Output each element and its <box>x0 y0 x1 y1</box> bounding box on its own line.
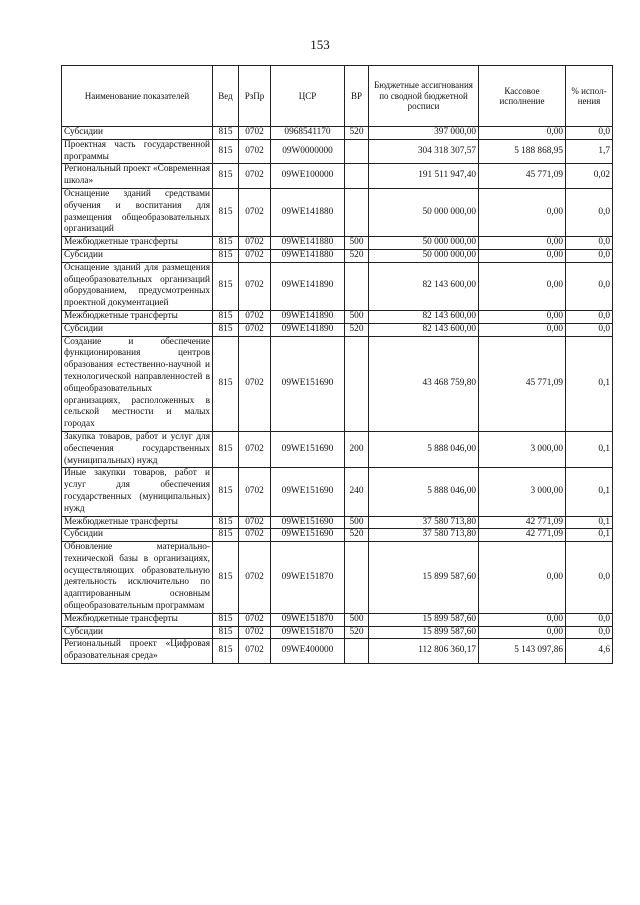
cell-budget: 5 888 046,00 <box>369 468 479 516</box>
cell-budget: 37 580 713,80 <box>369 516 479 529</box>
cell-rzpr: 0702 <box>239 626 271 639</box>
cell-pct: 0,0 <box>566 310 613 323</box>
cell-csr: 09WE151690 <box>271 336 345 431</box>
cell-name: Иные закупки товаров, работ и услуг для обеспечения государственных (муниципальных) нужд <box>62 468 213 516</box>
cell-ved: 815 <box>213 262 239 310</box>
cell-csr: 09WE100000 <box>271 164 345 189</box>
cell-rzpr: 0702 <box>239 188 271 236</box>
cell-vr: 500 <box>345 237 369 250</box>
cell-vr <box>345 336 369 431</box>
cell-rzpr: 0702 <box>239 127 271 140</box>
cell-pct: 1,7 <box>566 139 613 164</box>
cell-ved: 815 <box>213 237 239 250</box>
cell-csr: 09W0000000 <box>271 139 345 164</box>
table-row <box>62 127 613 140</box>
cell-ved: 815 <box>213 310 239 323</box>
cell-cash: 0,00 <box>479 262 566 310</box>
cell-vr: 200 <box>345 431 369 467</box>
cell-cash: 42 771,09 <box>479 516 566 529</box>
cell-csr: 09WE141890 <box>271 323 345 336</box>
cell-vr: 520 <box>345 249 369 262</box>
cell-csr: 09WE141890 <box>271 310 345 323</box>
cell-budget: 50 000 000,00 <box>369 249 479 262</box>
cell-rzpr: 0702 <box>239 516 271 529</box>
cell-pct: 0,1 <box>566 468 613 516</box>
cell-ved: 815 <box>213 249 239 262</box>
table-row <box>62 249 613 262</box>
cell-cash: 45 771,09 <box>479 336 566 431</box>
column-header-ved: Вед <box>213 66 239 127</box>
table-row <box>62 188 613 236</box>
cell-cash: 0,00 <box>479 310 566 323</box>
cell-ved: 815 <box>213 139 239 164</box>
table-body <box>62 127 613 664</box>
cell-vr <box>345 188 369 236</box>
cell-budget: 15 899 587,60 <box>369 626 479 639</box>
cell-name: Субсидии <box>62 529 213 542</box>
table-row <box>62 468 613 516</box>
cell-cash: 0,00 <box>479 188 566 236</box>
cell-vr <box>345 139 369 164</box>
cell-budget: 397 000,00 <box>369 127 479 140</box>
table-row <box>62 542 613 614</box>
cell-cash: 42 771,09 <box>479 529 566 542</box>
cell-pct: 0,1 <box>566 336 613 431</box>
cell-csr: 09WE151870 <box>271 613 345 626</box>
cell-name: Субсидии <box>62 249 213 262</box>
cell-cash: 0,00 <box>479 626 566 639</box>
cell-csr: 09WE151690 <box>271 529 345 542</box>
cell-vr: 500 <box>345 310 369 323</box>
cell-name: Оснащение зданий средствами обучения и воспитания для размещения общеобразовательных организаций <box>62 188 213 236</box>
cell-name: Создание и обеспечение функционирования центров образования естественно-научной и технологической направленностей в общеобразовательных организациях, расположенных в сельской местности и малых городах <box>62 336 213 431</box>
cell-ved: 815 <box>213 542 239 614</box>
cell-csr: 09WE141880 <box>271 249 345 262</box>
cell-budget: 304 318 307,57 <box>369 139 479 164</box>
cell-csr: 09WE151690 <box>271 431 345 467</box>
cell-pct: 0,0 <box>566 542 613 614</box>
cell-ved: 815 <box>213 639 239 664</box>
cell-vr: 520 <box>345 323 369 336</box>
cell-pct: 0,1 <box>566 516 613 529</box>
cell-pct: 0,1 <box>566 529 613 542</box>
cell-rzpr: 0702 <box>239 249 271 262</box>
cell-rzpr: 0702 <box>239 431 271 467</box>
cell-name: Проектная часть государственной программы <box>62 139 213 164</box>
cell-pct: 0,0 <box>566 237 613 250</box>
cell-budget: 82 143 600,00 <box>369 323 479 336</box>
cell-rzpr: 0702 <box>239 237 271 250</box>
cell-rzpr: 0702 <box>239 639 271 664</box>
cell-csr: 09WE151870 <box>271 626 345 639</box>
cell-ved: 815 <box>213 188 239 236</box>
table-row <box>62 262 613 310</box>
cell-ved: 815 <box>213 516 239 529</box>
cell-csr: 09WE141880 <box>271 188 345 236</box>
cell-vr <box>345 542 369 614</box>
table-row <box>62 516 613 529</box>
cell-budget: 37 580 713,80 <box>369 529 479 542</box>
cell-rzpr: 0702 <box>239 262 271 310</box>
cell-vr <box>345 262 369 310</box>
column-header-rzpr: РзПр <box>239 66 271 127</box>
cell-csr: 09WE151690 <box>271 468 345 516</box>
cell-name: Обновление материально-технической базы в организациях, осуществляющих образовательную деятельность исключительно по адаптированным основным общеобразовательным программам <box>62 542 213 614</box>
cell-vr <box>345 639 369 664</box>
cell-budget: 15 899 587,60 <box>369 542 479 614</box>
cell-budget: 191 511 947,40 <box>369 164 479 189</box>
cell-cash: 0,00 <box>479 127 566 140</box>
table-row <box>62 139 613 164</box>
cell-vr: 240 <box>345 468 369 516</box>
cell-budget: 15 899 587,60 <box>369 613 479 626</box>
cell-name: Межбюджетные трансферты <box>62 613 213 626</box>
cell-csr: 09WE141890 <box>271 262 345 310</box>
cell-name: Региональный проект «Цифровая образовательная среда» <box>62 639 213 664</box>
cell-rzpr: 0702 <box>239 164 271 189</box>
cell-vr: 500 <box>345 516 369 529</box>
cell-vr <box>345 164 369 189</box>
table-row <box>62 626 613 639</box>
cell-rzpr: 0702 <box>239 310 271 323</box>
page-number: 153 <box>310 37 330 52</box>
cell-ved: 815 <box>213 613 239 626</box>
cell-ved: 815 <box>213 336 239 431</box>
table-header-row <box>62 66 613 127</box>
table-row <box>62 529 613 542</box>
budget-execution-table <box>61 65 613 664</box>
cell-rzpr: 0702 <box>239 613 271 626</box>
cell-cash: 0,00 <box>479 613 566 626</box>
cell-budget: 112 806 360,17 <box>369 639 479 664</box>
cell-cash: 0,00 <box>479 249 566 262</box>
column-header-pct: % испол-нения <box>566 66 613 127</box>
cell-cash: 45 771,09 <box>479 164 566 189</box>
cell-cash: 0,00 <box>479 323 566 336</box>
table-row <box>62 613 613 626</box>
cell-budget: 50 000 000,00 <box>369 237 479 250</box>
column-header-csr: ЦСР <box>271 66 345 127</box>
cell-ved: 815 <box>213 626 239 639</box>
column-header-budget: Бюджетные ассигнования по сводной бюджетной росписи <box>369 66 479 127</box>
column-header-name: Наименование показателей <box>62 66 213 127</box>
cell-rzpr: 0702 <box>239 323 271 336</box>
cell-pct: 4,6 <box>566 639 613 664</box>
cell-name: Оснащение зданий для размещения общеобразовательных организаций оборудованием, предусмотренных проектной документацией <box>62 262 213 310</box>
cell-budget: 82 143 600,00 <box>369 262 479 310</box>
table-row <box>62 164 613 189</box>
cell-csr: 09WE141880 <box>271 237 345 250</box>
cell-ved: 815 <box>213 127 239 140</box>
table-row <box>62 310 613 323</box>
table-row <box>62 639 613 664</box>
cell-name: Региональный проект «Современная школа» <box>62 164 213 189</box>
table-row <box>62 431 613 467</box>
cell-pct: 0,0 <box>566 188 613 236</box>
cell-ved: 815 <box>213 529 239 542</box>
table-row <box>62 336 613 431</box>
cell-csr: 09WE151690 <box>271 516 345 529</box>
cell-ved: 815 <box>213 431 239 467</box>
cell-name: Закупка товаров, работ и услуг для обеспечения государственных (муниципальных) нужд <box>62 431 213 467</box>
cell-name: Субсидии <box>62 323 213 336</box>
cell-cash: 5 188 868,95 <box>479 139 566 164</box>
cell-cash: 5 143 097,86 <box>479 639 566 664</box>
cell-rzpr: 0702 <box>239 542 271 614</box>
cell-vr: 500 <box>345 613 369 626</box>
cell-rzpr: 0702 <box>239 336 271 431</box>
cell-pct: 0,0 <box>566 613 613 626</box>
cell-rzpr: 0702 <box>239 529 271 542</box>
cell-budget: 50 000 000,00 <box>369 188 479 236</box>
table-row <box>62 237 613 250</box>
cell-name: Межбюджетные трансферты <box>62 310 213 323</box>
cell-budget: 5 888 046,00 <box>369 431 479 467</box>
cell-csr: 0968541170 <box>271 127 345 140</box>
column-header-vr: ВР <box>345 66 369 127</box>
cell-cash: 0,00 <box>479 237 566 250</box>
cell-name: Межбюджетные трансферты <box>62 237 213 250</box>
cell-pct: 0,0 <box>566 262 613 310</box>
cell-ved: 815 <box>213 323 239 336</box>
cell-budget: 43 468 759,80 <box>369 336 479 431</box>
cell-cash: 0,00 <box>479 542 566 614</box>
cell-rzpr: 0702 <box>239 139 271 164</box>
cell-name: Субсидии <box>62 127 213 140</box>
cell-csr: 09WE151870 <box>271 542 345 614</box>
cell-cash: 3 000,00 <box>479 431 566 467</box>
column-header-cash: Кассовое исполнение <box>479 66 566 127</box>
cell-cash: 3 000,00 <box>479 468 566 516</box>
cell-pct: 0,0 <box>566 127 613 140</box>
cell-ved: 815 <box>213 164 239 189</box>
cell-pct: 0,02 <box>566 164 613 189</box>
cell-name: Субсидии <box>62 626 213 639</box>
cell-pct: 0,0 <box>566 626 613 639</box>
cell-pct: 0,0 <box>566 323 613 336</box>
cell-pct: 0,1 <box>566 431 613 467</box>
cell-csr: 09WE400000 <box>271 639 345 664</box>
cell-vr: 520 <box>345 529 369 542</box>
cell-vr: 520 <box>345 127 369 140</box>
cell-vr: 520 <box>345 626 369 639</box>
table-row <box>62 323 613 336</box>
cell-rzpr: 0702 <box>239 468 271 516</box>
cell-name: Межбюджетные трансферты <box>62 516 213 529</box>
cell-pct: 0,0 <box>566 249 613 262</box>
cell-budget: 82 143 600,00 <box>369 310 479 323</box>
cell-ved: 815 <box>213 468 239 516</box>
